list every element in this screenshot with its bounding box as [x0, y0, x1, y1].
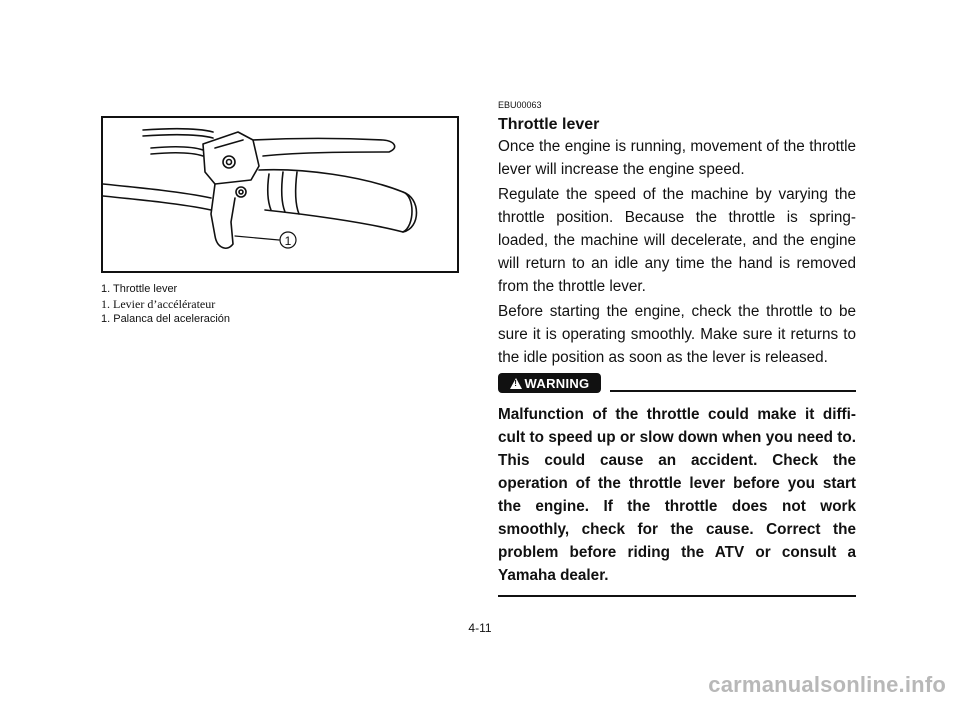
- exclamation-triangle-icon: !: [510, 378, 522, 389]
- warning-top-rule: [610, 390, 856, 392]
- paragraph-2: Regulate the speed of the machine by varying the throttle position. Because the throttle is spring-loaded, the machine will decelerate, and the engine will return to an idle any time the hand is removed from the throttle lever.: [498, 186, 856, 295]
- page-number: 4-11: [468, 621, 492, 635]
- throttle-lever-illustration: [101, 116, 459, 273]
- section-code: EBU00063: [498, 100, 542, 110]
- warning-text: Malfunction of the throttle could make it diffi- cult to speed up or slow down when you need to. This could cause an accident. Check the operation of the throttle lever before you start the engine. If the throttle does not work smoothly, check for the cause. Correct the problem before riding the ATV or consult a Yamaha dealer.: [498, 406, 856, 584]
- figure-captions: [101, 282, 461, 327]
- section-title: Throttle lever: [498, 116, 600, 133]
- warning-badge: [498, 373, 601, 393]
- paragraph-1: Once the engine is running, movement of the throttle lever will increase the engine speed.: [498, 138, 856, 178]
- warning-bottom-rule: [498, 595, 856, 597]
- caption-french: 1. Levier d’accélérateur: [101, 297, 216, 311]
- warning-header: [498, 373, 856, 397]
- caption-spanish: 1. Palanca del aceleración: [101, 313, 231, 325]
- callout-number: 1: [284, 234, 292, 248]
- handlebar-drawing: [103, 118, 457, 271]
- throttle-lever-section: [498, 100, 856, 597]
- paragraph-3: Before starting the engine, check the throttle to be sure it is operating smoothly. Make sure it returns to the idle position as soon as the lever is released.: [498, 303, 856, 366]
- watermark: carmanualsonline.info: [708, 672, 946, 697]
- warning-label: WARNING: [524, 375, 590, 391]
- caption-english: 1. Throttle lever: [101, 283, 178, 295]
